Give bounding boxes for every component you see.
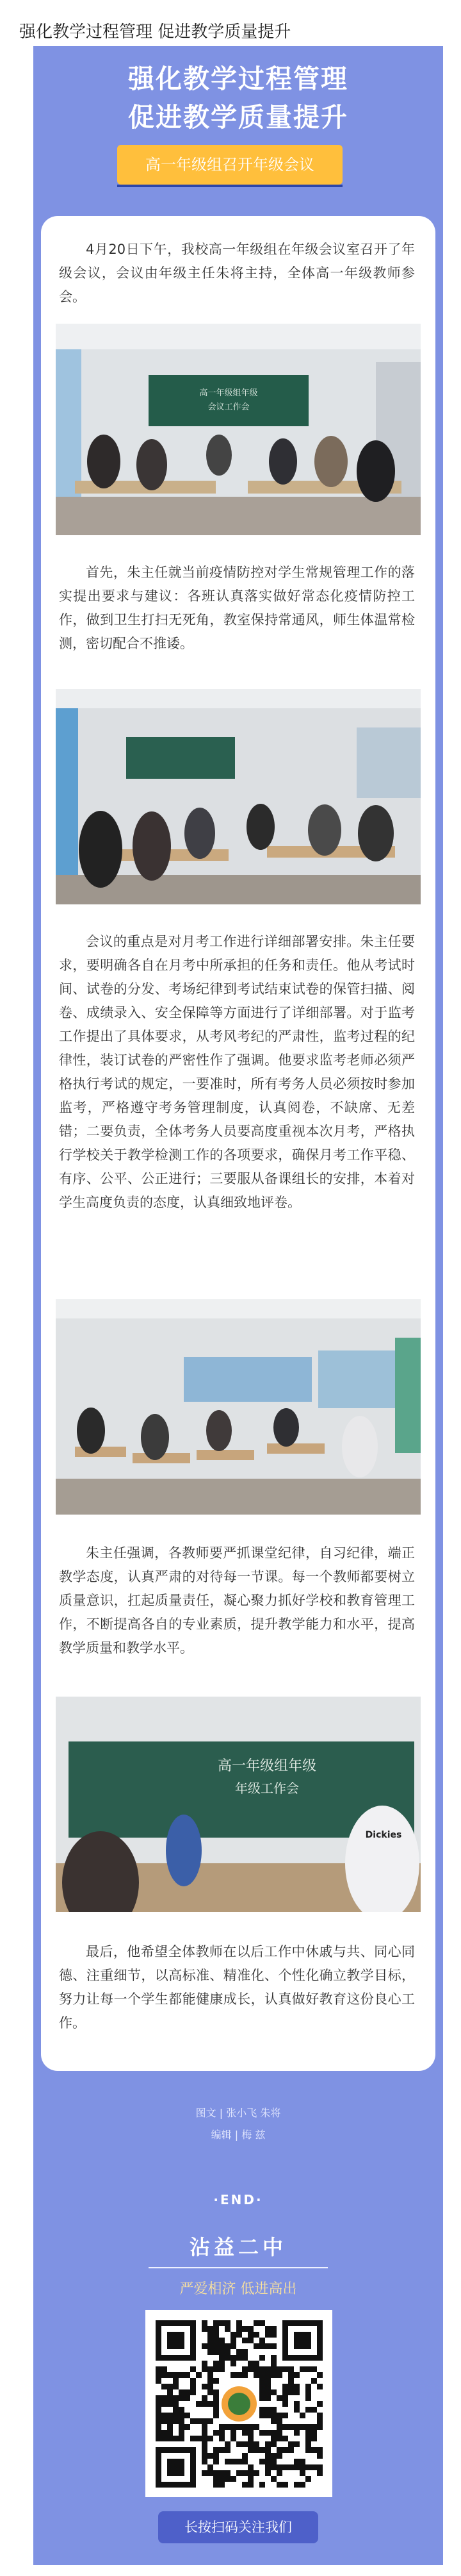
paragraph-exam-plan: 会议的重点是对月考工作进行详细部署安排。朱主任要求，要明确各自在月考中所承担的任务和责任。他从考试时间、试卷的分发、考场纪律到考试结束试卷的保管扫描、阅卷、成绩录入、安全保障等方面进行了详细部署。对于监考工作提出了具体要求，从考风考纪的严肃性，监考过程的纪律性，装订试卷的严密性作了强调。他要求监考老师必须严格执行考试的规定，一要准时，所有考务人员必须按时参加监考，严格遵守考务管理制度，认真阅卷，不缺席、无差错；二要负责，全体考务人员要高度重视本次月考，严格执行学校关于教学检测工作的各项要求，确保月考工作平稳、有序、公平、公正进行；三要服从备课组长的安排，本着对学生高度负责的态度，认真细致地评卷。 — [59, 934, 415, 1210]
page-title: 强化教学过程管理 促进教学质量提升 — [19, 22, 291, 42]
school-name: 沾益二中 — [189, 2235, 287, 2259]
ribbon-underline — [117, 185, 343, 187]
school-motto: 严爱相济 低进高出 — [179, 2281, 297, 2297]
photo-4-board-line-1: 高一年级组年级 — [217, 1758, 317, 1774]
photo-credit: 图文 | 张小飞 朱将 — [195, 2107, 281, 2119]
photo-1-board-line-2: 会议工作会 — [207, 403, 250, 412]
meeting-photo-3 — [56, 1299, 421, 1515]
photo-4-board-line-2: 年级工作会 — [235, 1781, 299, 1796]
qr-code-image — [145, 2310, 332, 2497]
meeting-photo-2 — [56, 689, 421, 904]
headline-line-2: 促进教学质量提升 — [128, 102, 348, 133]
paragraph-epidemic: 首先，朱主任就当前疫情防控对学生常规管理工作的落实提出要求与建议：各班认真落实做好常态化疫情防控工作，做到卫生打扫无死角，教室保持常通风，师生体温常检测，密切配合不推诿。 — [59, 565, 415, 651]
poster — [33, 46, 443, 2565]
follow-us-button[interactable]: 长按扫码关注我们 — [158, 2511, 318, 2543]
meeting-photo-4 — [56, 1697, 421, 1912]
photo-4-shirt-text: Dickies — [365, 1830, 402, 1840]
meeting-photo-1 — [56, 324, 421, 535]
editor-credit: 编辑 | 梅 兹 — [211, 2129, 266, 2141]
paragraph-closing: 最后，他希望全体教师在以后工作中休戚与共、同心同德、注重细节，以高标准、精准化、个性化确立教学目标，努力让每一个学生都能健康成长，认真做好教育这份良心工作。 — [59, 1944, 415, 2031]
headline-line-1: 强化教学过程管理 — [128, 63, 348, 94]
photo-1-board-line-1: 高一年级组年级 — [199, 388, 258, 398]
qr-code[interactable] — [145, 2310, 332, 2497]
article-card — [41, 216, 435, 2071]
end-mark: ·END· — [213, 2192, 263, 2207]
meeting-ribbon: 高一年级组召开年级会议 — [117, 145, 343, 185]
paragraph-discipline: 朱主任强调，各教师要严抓课堂纪律，自习纪律，端正教学态度，认真严肃的对待每一节课。每一个教师都要树立质量意识，扛起质量责任，凝心聚力抓好学校和教育管理工作，不断提高各自的专业素质，提升教学能力和水平，提高教学质量和教学水平。 — [59, 1545, 415, 1656]
paragraph-intro: 4月20日下午，我校高一年级组在年级会议室召开了年级会议，会议由年级主任朱将主持，全体高一年级教师参会。 — [59, 242, 415, 304]
school-divider — [149, 2267, 328, 2268]
